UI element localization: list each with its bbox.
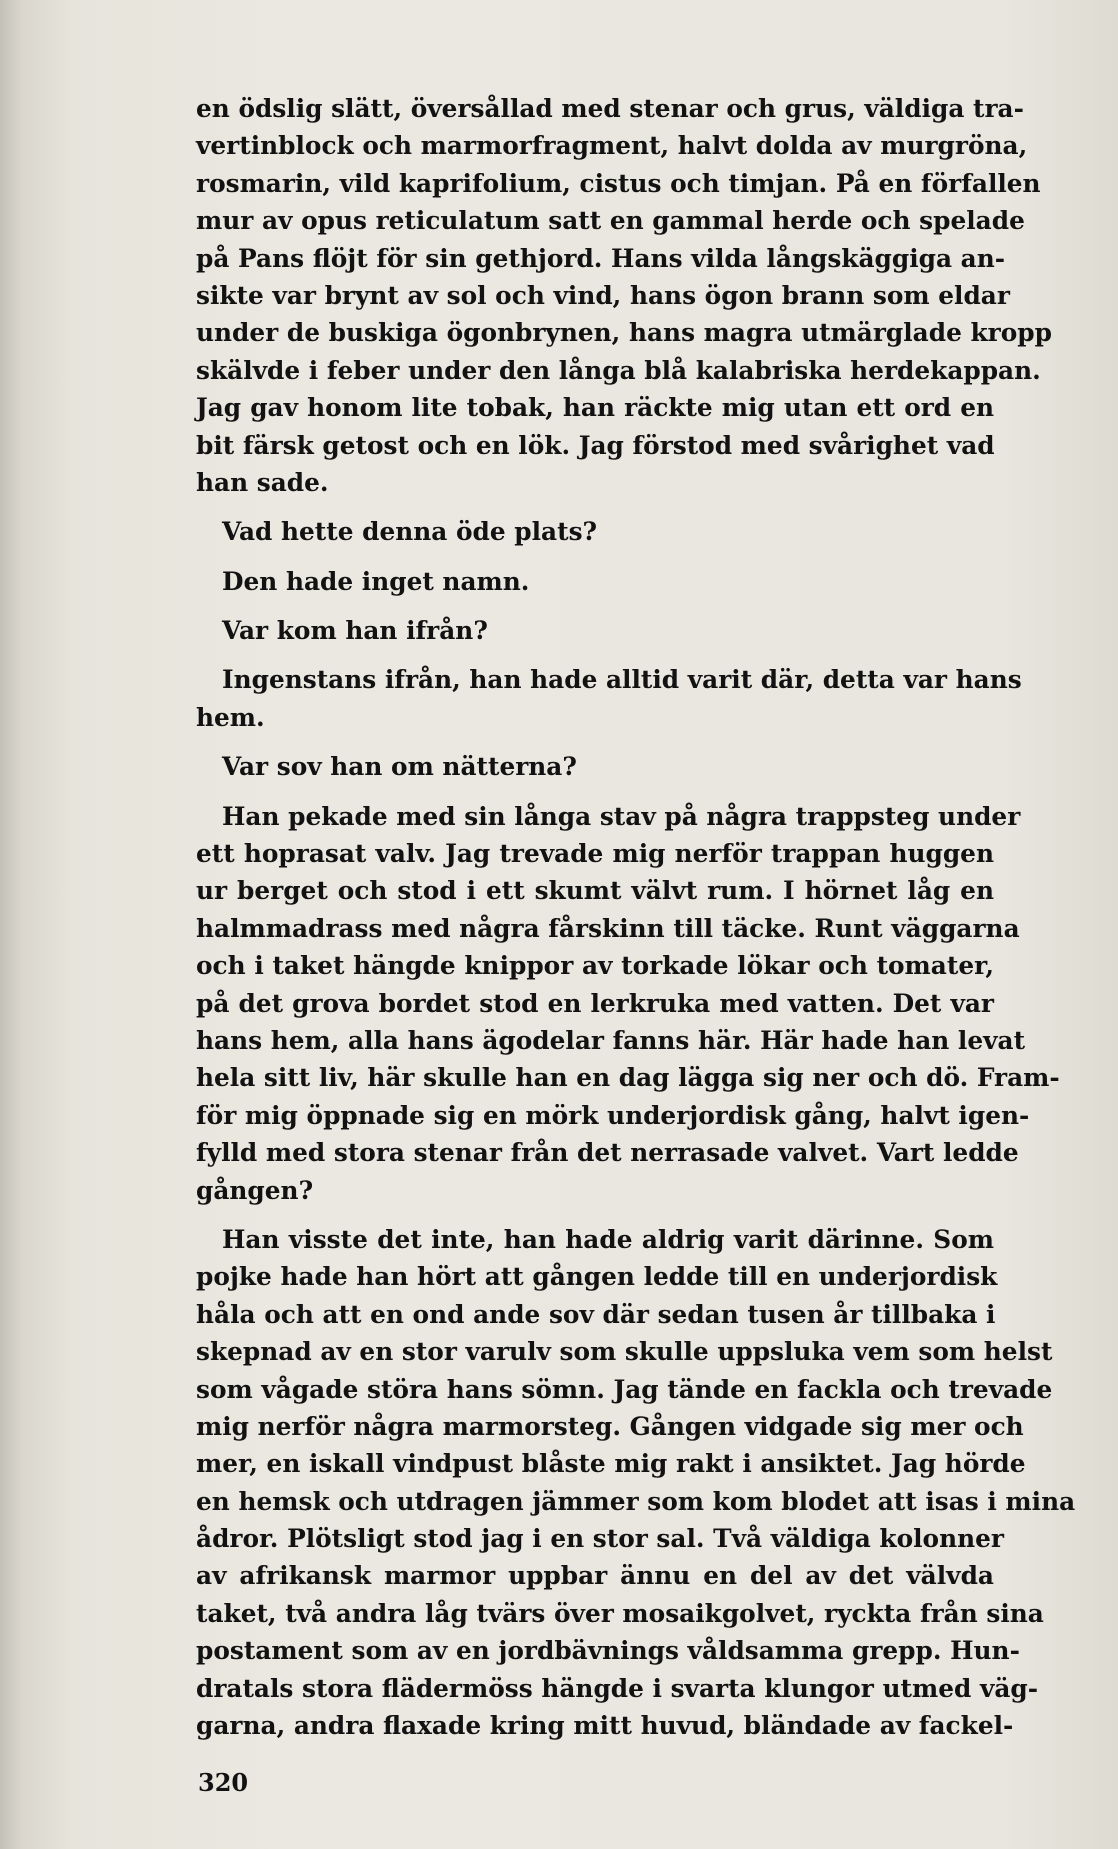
text-line: dratals stora flädermöss hängde i svarta klungor utmed väg- [196, 1673, 1039, 1703]
body-text [196, 90, 1076, 1744]
text-line: Var kom han ifrån? [222, 616, 488, 646]
text-line: ådror. Plötsligt stod jag i en stor sal. Två väldiga kolonner [196, 1524, 1004, 1554]
text-line: Han visste det inte, han hade aldrig varit därinne. Som [222, 1224, 994, 1254]
text-line: under de buskiga ögonbrynen, hans magra utmärglade kropp [196, 318, 1052, 348]
text-line: mur av opus reticulatum satt en gammal herde och spelade [196, 206, 1025, 236]
text-line: för mig öppnade sig en mörk underjordisk gång, halvt igen- [196, 1100, 1030, 1130]
text-line: mer, en iskall vindpust blåste mig rakt i ansiktet. Jag hörde [196, 1449, 1026, 1479]
text-line: han sade. [196, 467, 329, 497]
text-line: mig nerför några marmorsteg. Gången vidgade sig mer och [196, 1411, 1024, 1441]
text-line: håla och att en ond ande sov där sedan tusen år tillbaka i [196, 1299, 996, 1329]
text-line: Han pekade med sin långa stav på några trappsteg under [222, 801, 1021, 831]
text-line: gången? [196, 1175, 314, 1205]
text-line: ur berget och stod i ett skumt välvt rum. I hörnet låg en [196, 876, 994, 906]
text-line: garna, andra flaxade kring mitt huvud, bländade av fackel- [196, 1711, 1014, 1741]
text-line: Var sov han om nätterna? [222, 752, 577, 782]
text-line: ett hoprasat valv. Jag trevade mig nerför trappan huggen [196, 839, 994, 869]
text-line: Ingenstans ifrån, han hade alltid varit där, detta var hans [222, 665, 1022, 695]
text-line: som vågade störa hans sömn. Jag tände en fackla och trevade [196, 1374, 1053, 1404]
text-line: och i taket hängde knippor av torkade lökar och tomater, [196, 951, 994, 981]
text-line: en hemsk och utdragen jämmer som kom blodet att isas i mina [196, 1486, 1076, 1516]
text-line: på Pans flöjt för sin gethjord. Hans vilda långskäggiga an- [196, 243, 1006, 273]
text-line: skälvde i feber under den långa blå kalabriska herdekappan. [196, 355, 1041, 385]
text-line: hela sitt liv, här skulle han en dag lägga sig ner och dö. Fram- [196, 1063, 1060, 1093]
text-line: postament som av en jordbävnings våldsamma grepp. Hun- [196, 1636, 1020, 1666]
text-line: på det grova bordet stod en lerkruka med vatten. Det var [196, 988, 994, 1018]
text-line: taket, två andra låg tvärs över mosaikgolvet, ryckta från sina [196, 1598, 1044, 1628]
page-number: 320 [198, 1768, 249, 1797]
text-line: halmmadrass med några fårskinn till täcke. Runt väggarna [196, 913, 1020, 943]
text-line: rosmarin, vild kaprifolium, cistus och timjan. På en förfallen [196, 168, 1041, 198]
text-line: Den hade inget namn. [222, 566, 530, 596]
text-line: en ödslig slätt, översållad med stenar och grus, väldiga tra- [196, 94, 1024, 123]
text-line: hans hem, alla hans ägodelar fanns här. Här hade han levat [196, 1025, 1026, 1055]
text-line: bit färsk getost och en lök. Jag förstod med svårighet vad [196, 430, 995, 460]
text-line: fylld med stora stenar från det nerrasade valvet. Vart ledde [196, 1138, 1019, 1168]
text-line: Vad hette denna öde plats? [222, 517, 598, 547]
text-line: vertinblock och marmorfragment, halvt dolda av murgröna, [196, 131, 1028, 161]
text-line: Jag gav honom lite tobak, han räckte mig utan ett ord en [196, 393, 994, 423]
text-line: av afrikansk marmor uppbar ännu en del av det välvda [196, 1561, 994, 1591]
text-line: hem. [196, 702, 265, 732]
text-line: pojke hade han hört att gången ledde till en underjordisk [196, 1262, 998, 1292]
text-line: sikte var brynt av sol och vind, hans ögon brann som eldar [196, 280, 1010, 310]
text-line: skepnad av en stor varulv som skulle uppsluka vem som helst [196, 1337, 1053, 1367]
